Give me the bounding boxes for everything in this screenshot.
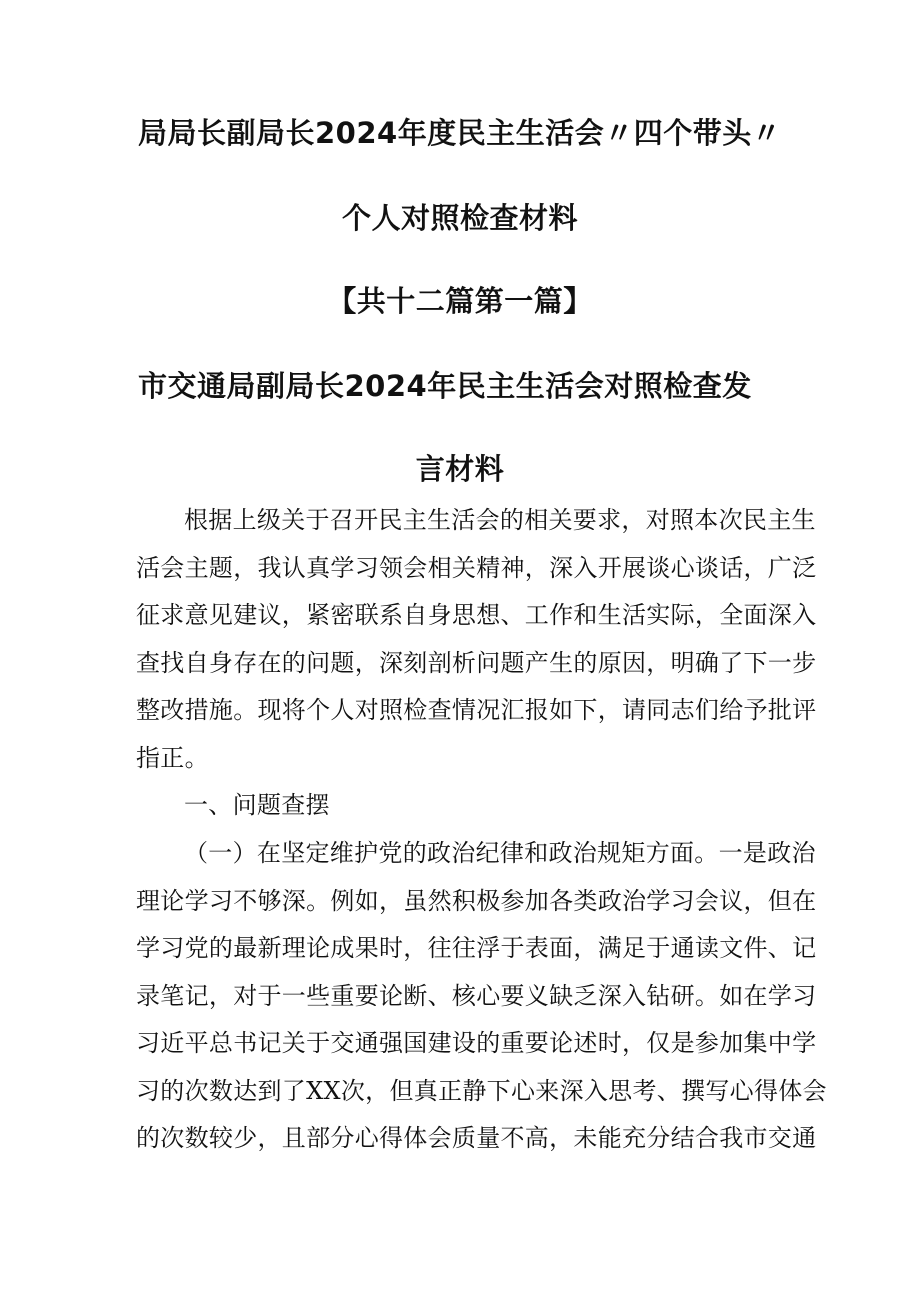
text-line: 学习党的最新理论成果时，往往浮于表面，满足于通读文件、记	[136, 934, 817, 962]
intro-paragraph	[136, 497, 817, 782]
text-line: （一）在坚定维护党的政治纪律和政治规矩方面。一是政治	[184, 839, 816, 867]
text-line: 指正。	[136, 743, 209, 772]
text-line: 习近平总书记关于交通强国建设的重要论述时，仅是参加集中学	[136, 1029, 817, 1057]
section-heading	[136, 782, 786, 830]
text-line: 征求意见建议，紧密联系自身思想、工作和生活实际，全面深入	[136, 601, 817, 629]
text-line: 的次数较少，且部分心得体会质量不高，未能充分结合我市交通	[136, 1124, 817, 1152]
text-line: 理论学习不够深。例如，虽然积极参加各类政治学习会议，但在	[136, 886, 817, 915]
text-line: 录笔记，对于一些重要论断、核心要义缺乏深入钻研。如在学习	[136, 981, 817, 1010]
title-line-1: 局局长副局长2024年度民主生活会〃四个带头〃	[138, 116, 782, 150]
text-line: 习的次数达到了XX次，但真正静下心来深入思考、撰写心得体会	[136, 1076, 827, 1105]
subtitle-line-2: 言材料	[415, 452, 505, 486]
text-line: 根据上级关于召开民主生活会的相关要求，对照本次民主生	[184, 506, 816, 534]
text-line: 活会主题，我认真学习领会相关精神，深入开展谈心谈话，广泛	[136, 553, 817, 582]
text-line: 整改措施。现将个人对照检查情况汇报如下，请同志们给予批评	[136, 696, 817, 724]
subtitle-line-1: 市交通局副局长2024年民主生活会对照检查发	[138, 369, 752, 403]
section-1-heading: 一、问题查摆	[184, 791, 330, 819]
text-line: 查找自身存在的问题，深刻剖析问题产生的原因，明确了下一步	[136, 648, 817, 677]
series-label: 【共十二篇第一篇】	[327, 284, 593, 318]
title-line-2: 个人对照检查材料	[341, 201, 578, 235]
problem-paragraph	[136, 830, 827, 1163]
